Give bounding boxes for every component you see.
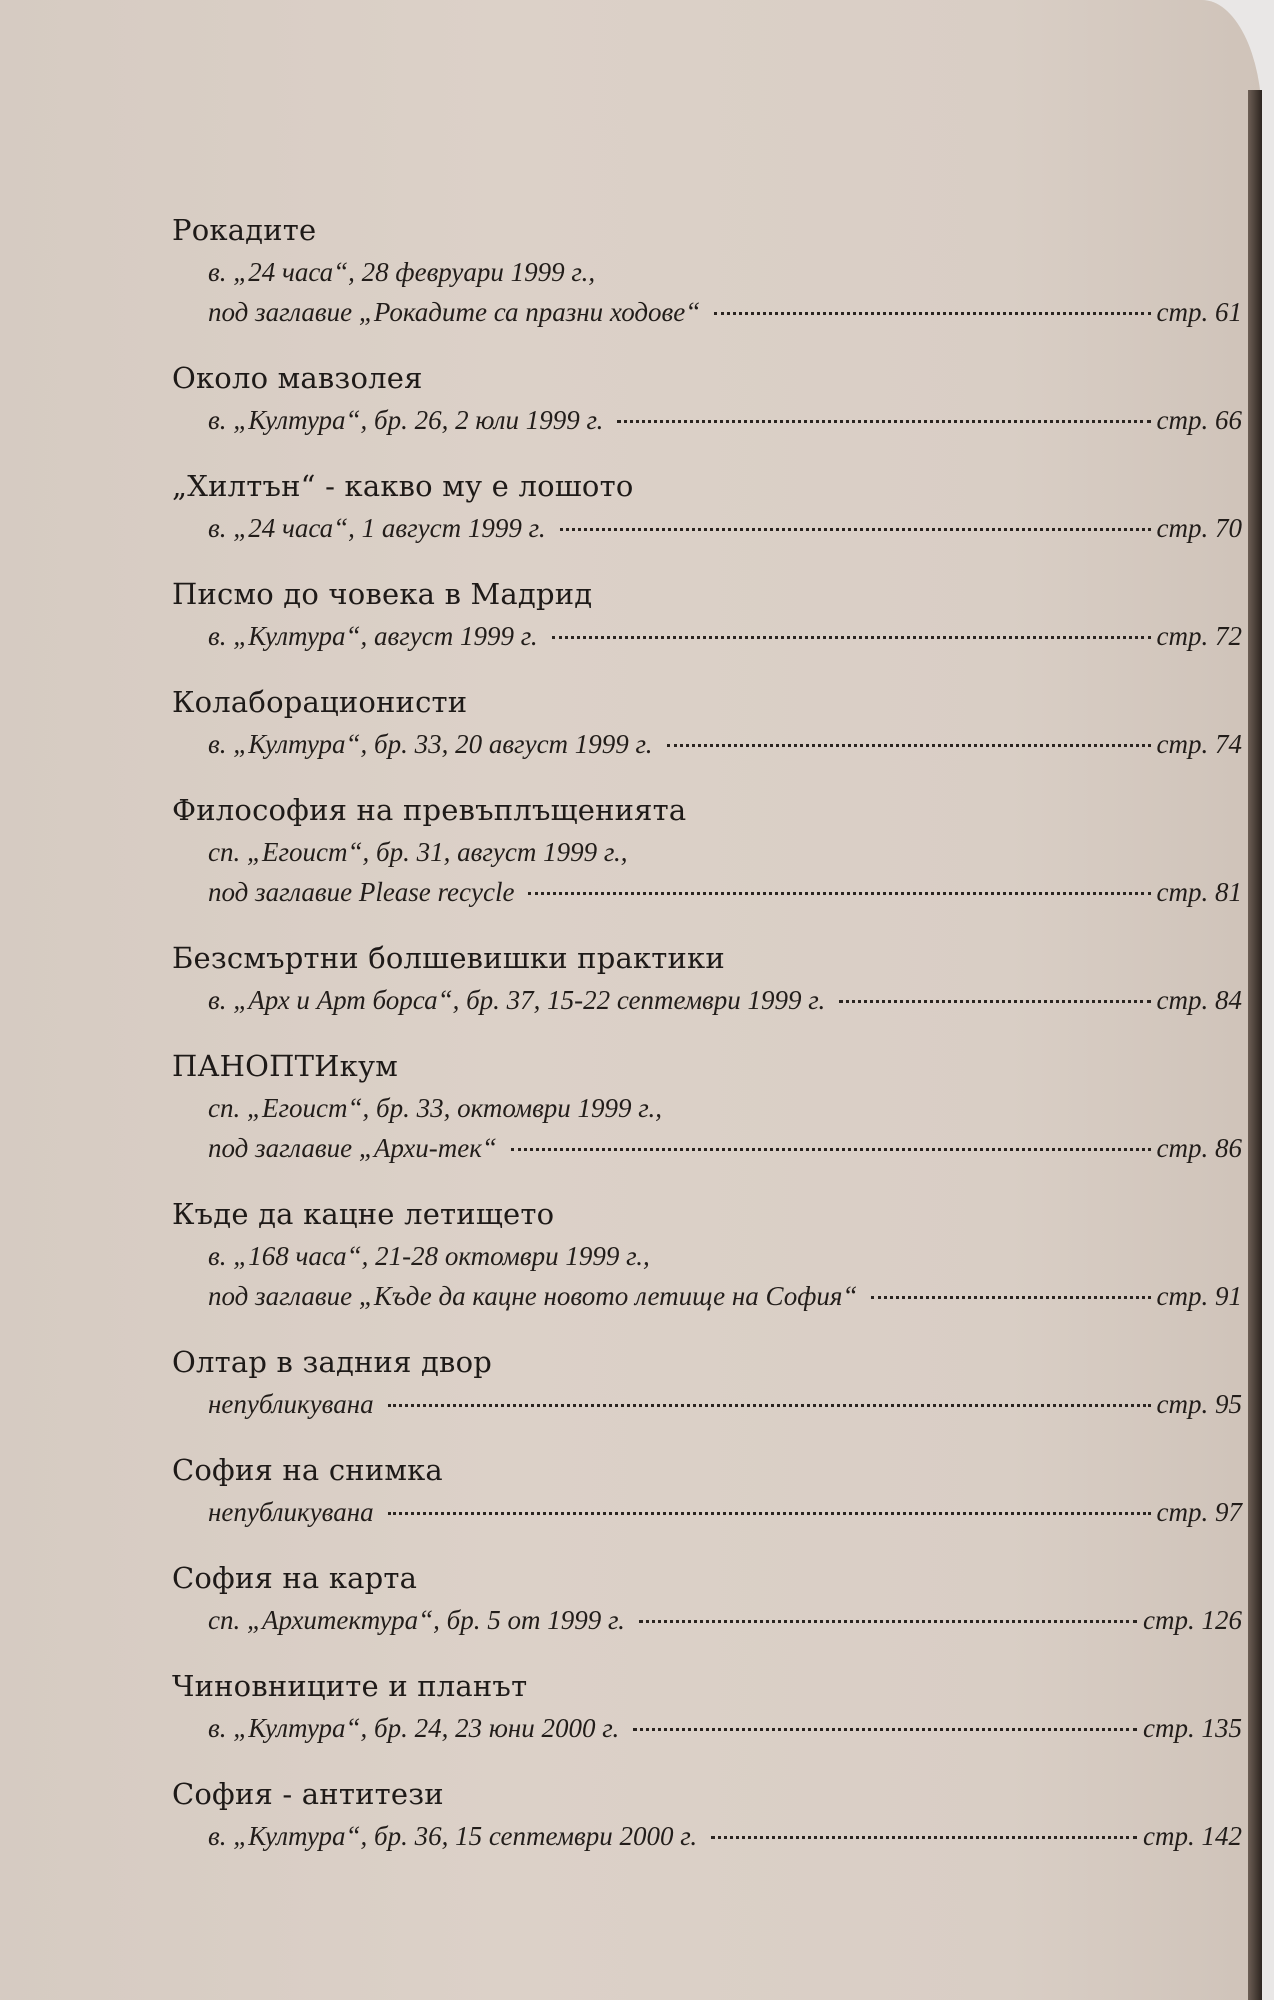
entry-title: ПАНОПТИкум: [172, 1049, 398, 1083]
entry-title: София - антитези: [172, 1777, 444, 1811]
toc-entry: [172, 1664, 1242, 1748]
dot-leader: [552, 636, 1151, 639]
page-number: стр. 95: [1156, 1389, 1242, 1419]
dot-leader: [667, 744, 1151, 747]
page-number: стр. 70: [1156, 513, 1242, 543]
source-text: в. „Култура“, бр. 33, 20 август 1999 г.: [208, 729, 653, 759]
entry-title: Философия на превъплъщенията: [172, 793, 687, 827]
entry-source: [172, 832, 1242, 872]
source-text: в. „Култура“, бр. 26, 2 юли 1999 г.: [208, 405, 604, 435]
toc-entry: [172, 1772, 1242, 1856]
entry-source: [172, 1128, 1242, 1168]
entry-source: [172, 1236, 1242, 1276]
page-number: стр. 126: [1143, 1605, 1242, 1635]
toc-entry: [172, 572, 1242, 656]
source-text: сп. „Егоист“, бр. 31, август 1999 г.,: [208, 837, 628, 867]
toc-entry: [172, 356, 1242, 440]
entry-source: [172, 292, 1242, 332]
entry-title: Около мавзолея: [172, 361, 423, 395]
source-text: непубликувана: [208, 1389, 374, 1419]
dot-leader: [839, 1000, 1150, 1003]
entry-title: София на снимка: [172, 1453, 443, 1487]
entry-title: София на карта: [172, 1561, 418, 1595]
page-number: стр. 74: [1156, 729, 1242, 759]
entry-source: [172, 1492, 1242, 1532]
entry-source: [172, 508, 1242, 548]
source-text: под заглавие „Архи-тек“: [208, 1133, 497, 1163]
entry-source: [172, 1600, 1242, 1640]
toc-entry: [172, 464, 1242, 548]
toc-entry: [172, 208, 1242, 332]
entry-source: [172, 616, 1242, 656]
entry-title: Колаборационисти: [172, 685, 468, 719]
dot-leader: [560, 528, 1151, 531]
page-number: стр. 81: [1156, 877, 1242, 907]
source-text: в. „Култура“, август 1999 г.: [208, 621, 538, 651]
dot-leader: [714, 312, 1150, 315]
entry-title: Чиновниците и планът: [172, 1669, 528, 1703]
source-text: сп. „Архитектура“, бр. 5 от 1999 г.: [208, 1605, 625, 1635]
source-text: под заглавие „Къде да кацне новото летище на София“: [208, 1281, 858, 1311]
page-number: стр. 135: [1143, 1713, 1242, 1743]
entry-source: [172, 1708, 1242, 1748]
source-text: под заглавие „Рокадите са празни ходове“: [208, 297, 701, 327]
source-text: в. „Култура“, бр. 24, 23 юни 2000 г.: [208, 1713, 620, 1743]
entry-source: [172, 1276, 1242, 1316]
entry-title: Писмо до човека в Мадрид: [172, 577, 593, 611]
dot-leader: [617, 420, 1150, 423]
page-number: стр. 142: [1143, 1821, 1242, 1851]
entry-title: Рокадите: [172, 213, 317, 247]
dot-leader: [388, 1512, 1151, 1515]
source-text: в. „Култура“, бр. 36, 15 септември 2000 г.: [208, 1821, 698, 1851]
entry-title: „Хилтън“ - какво му е лошото: [172, 469, 634, 503]
toc-entry: [172, 788, 1242, 912]
page-number: стр. 86: [1156, 1133, 1242, 1163]
dot-leader: [639, 1620, 1137, 1623]
dot-leader: [871, 1296, 1150, 1299]
page-number: стр. 66: [1156, 405, 1242, 435]
entry-source: [172, 872, 1242, 912]
toc-entry: [172, 1556, 1242, 1640]
entry-source: [172, 252, 1242, 292]
entry-title: Къде да кацне летището: [172, 1197, 555, 1231]
entry-source: [172, 1088, 1242, 1128]
source-text: в. „24 часа“, 28 февруари 1999 г.,: [208, 257, 596, 287]
page-number: стр. 97: [1156, 1497, 1242, 1527]
dot-leader: [511, 1148, 1151, 1151]
toc-entry: [172, 1044, 1242, 1168]
source-text: в. „168 часа“, 21-28 октомври 1999 г.,: [208, 1241, 650, 1271]
entry-title: Безсмъртни болшевишки практики: [172, 941, 725, 975]
source-text: в. „24 часа“, 1 август 1999 г.: [208, 513, 546, 543]
page-number: стр. 61: [1156, 297, 1242, 327]
table-of-contents: [172, 208, 1242, 1880]
dot-leader: [633, 1728, 1137, 1731]
entry-title: Олтар в задния двор: [172, 1345, 492, 1379]
dot-leader: [711, 1836, 1137, 1839]
toc-entry: [172, 680, 1242, 764]
toc-entry: [172, 936, 1242, 1020]
page-number: стр. 72: [1156, 621, 1242, 651]
toc-entry: [172, 1192, 1242, 1316]
page-edge: [1248, 90, 1262, 2000]
toc-entry: [172, 1340, 1242, 1424]
entry-source: [172, 1384, 1242, 1424]
source-text: сп. „Егоист“, бр. 33, октомври 1999 г.,: [208, 1093, 662, 1123]
source-text: непубликувана: [208, 1497, 374, 1527]
toc-entry: [172, 1448, 1242, 1532]
dot-leader: [388, 1404, 1151, 1407]
source-text: под заглавие Please recycle: [208, 877, 515, 907]
page-number: стр. 91: [1156, 1281, 1242, 1311]
entry-source: [172, 400, 1242, 440]
source-text: в. „Арх и Арт борса“, бр. 37, 15-22 септември 1999 г.: [208, 985, 826, 1015]
page-number: стр. 84: [1156, 985, 1242, 1015]
entry-source: [172, 1816, 1242, 1856]
entry-source: [172, 724, 1242, 764]
entry-source: [172, 980, 1242, 1020]
dot-leader: [528, 892, 1150, 895]
